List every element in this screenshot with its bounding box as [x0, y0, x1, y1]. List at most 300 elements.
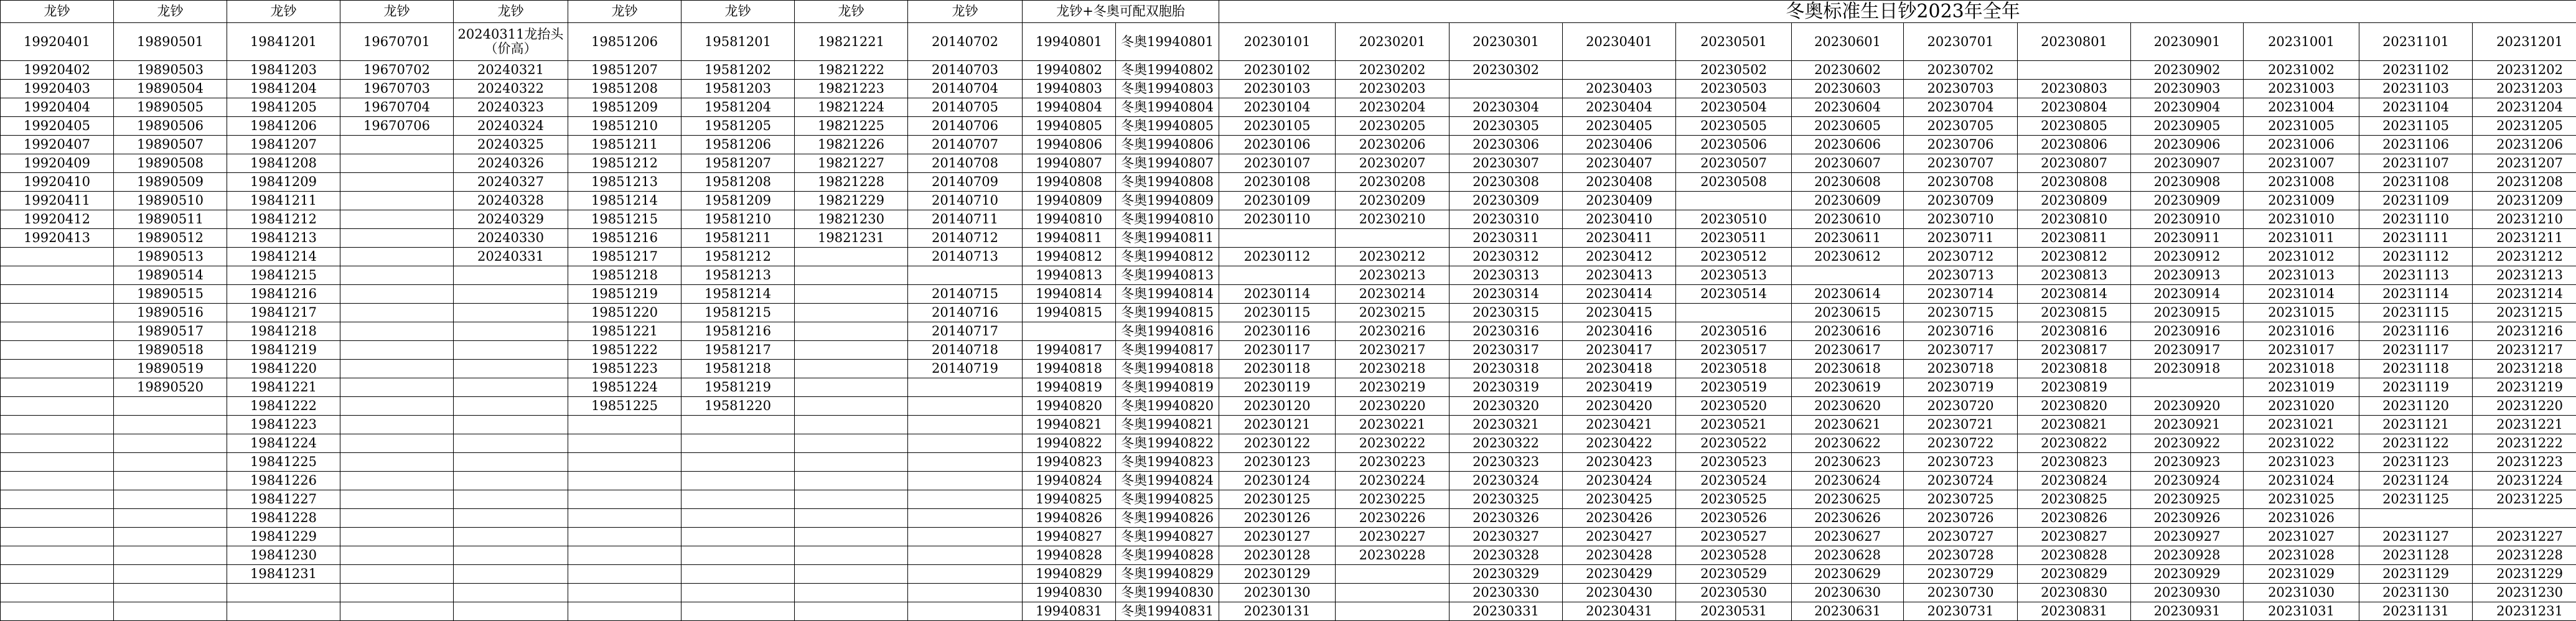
table-cell[interactable]: 20230807	[2018, 154, 2131, 173]
table-cell[interactable]: 冬奥19940816	[1116, 322, 1219, 341]
table-cell[interactable]: 20230319	[1450, 378, 1563, 397]
table-cell[interactable]: 19581214	[681, 285, 795, 304]
table-cell[interactable]: 20230723	[1904, 453, 2018, 472]
table-cell[interactable]	[454, 397, 568, 416]
table-cell[interactable]: 20230730	[1904, 584, 2018, 602]
table-cell[interactable]: 19890518	[114, 341, 227, 360]
table-cell[interactable]: 20230321	[1450, 416, 1563, 434]
table-cell[interactable]: 20230105	[1219, 117, 1336, 136]
table-cell[interactable]	[795, 322, 908, 341]
table-cell[interactable]: 20240321	[454, 61, 568, 80]
table-cell[interactable]: 20230831	[2018, 602, 2131, 621]
table-cell[interactable]	[340, 341, 454, 360]
table-cell[interactable]: 20230426	[1563, 509, 1676, 528]
table-cell[interactable]: 19920403	[1, 80, 114, 98]
table-cell[interactable]: 19841213	[227, 229, 340, 248]
table-cell[interactable]: 20231011	[2244, 229, 2359, 248]
table-cell[interactable]: 20230109	[1219, 192, 1336, 210]
table-cell[interactable]: 20230212	[1336, 248, 1450, 266]
table-cell[interactable]	[114, 528, 227, 546]
table-cell[interactable]	[1, 509, 114, 528]
table-cell[interactable]: 19851220	[568, 304, 681, 322]
table-cell[interactable]: 20230314	[1450, 285, 1563, 304]
table-cell[interactable]: 20230606	[1792, 136, 1904, 154]
table-cell[interactable]: 20231026	[2244, 509, 2359, 528]
table-cell[interactable]: 20140719	[908, 360, 1023, 378]
table-cell[interactable]: 20230417	[1563, 341, 1676, 360]
table-cell[interactable]	[340, 304, 454, 322]
table-cell[interactable]: 20230203	[1336, 80, 1450, 98]
table-cell[interactable]	[681, 434, 795, 453]
table-cell[interactable]: 19940826	[1023, 509, 1116, 528]
table-cell[interactable]: 20230416	[1563, 322, 1676, 341]
table-cell[interactable]: 20231116	[2359, 322, 2473, 341]
table-cell[interactable]	[1, 248, 114, 266]
table-cell[interactable]: 20230830	[2018, 584, 2131, 602]
table-cell[interactable]: 20231202	[2473, 61, 2576, 80]
table-cell[interactable]	[568, 490, 681, 509]
table-cell[interactable]: 19851221	[568, 322, 681, 341]
table-cell[interactable]: 20230304	[1450, 98, 1563, 117]
table-cell[interactable]: 20230810	[2018, 210, 2131, 229]
table-cell[interactable]: 19670704	[340, 98, 454, 117]
table-cell[interactable]: 冬奥19940819	[1116, 378, 1219, 397]
table-cell[interactable]: 19890520	[114, 378, 227, 397]
table-cell[interactable]: 20140712	[908, 229, 1023, 248]
table-cell[interactable]: 20231131	[2359, 602, 2473, 621]
table-cell[interactable]: 20230604	[1792, 98, 1904, 117]
table-cell[interactable]: 19581208	[681, 173, 795, 192]
table-cell[interactable]: 20230220	[1336, 397, 1450, 416]
table-cell[interactable]: 20231230	[2473, 584, 2576, 602]
table-cell[interactable]	[340, 397, 454, 416]
table-cell[interactable]: 20230611	[1792, 229, 1904, 248]
table-cell[interactable]	[795, 378, 908, 397]
table-cell[interactable]: 20230218	[1336, 360, 1450, 378]
table-cell[interactable]: 19841209	[227, 173, 340, 192]
table-cell[interactable]: 20230906	[2131, 136, 2244, 154]
table-cell[interactable]	[1, 285, 114, 304]
table-cell[interactable]: 20230815	[2018, 304, 2131, 322]
table-cell[interactable]: 20230605	[1792, 117, 1904, 136]
table-cell[interactable]: 冬奥19940829	[1116, 565, 1219, 584]
table-cell[interactable]: 20230120	[1219, 397, 1336, 416]
table-cell[interactable]: 19920411	[1, 192, 114, 210]
table-cell[interactable]: 20231213	[2473, 266, 2576, 285]
table-cell[interactable]	[795, 602, 908, 621]
table-cell[interactable]: 20231231	[2473, 602, 2576, 621]
table-cell[interactable]: 20230916	[2131, 322, 2244, 341]
table-cell[interactable]	[1336, 229, 1450, 248]
table-cell[interactable]	[340, 509, 454, 528]
table-cell[interactable]	[454, 416, 568, 434]
table-cell[interactable]: 19851216	[568, 229, 681, 248]
table-cell[interactable]: 20231210	[2473, 210, 2576, 229]
table-cell[interactable]: 19851208	[568, 80, 681, 98]
table-cell[interactable]: 20230806	[2018, 136, 2131, 154]
table-cell[interactable]: 20230429	[1563, 565, 1676, 584]
table-cell[interactable]: 19841220	[227, 360, 340, 378]
table-cell[interactable]: 19851212	[568, 154, 681, 173]
table-cell[interactable]: 20230526	[1676, 509, 1792, 528]
table-cell[interactable]: 20240326	[454, 154, 568, 173]
table-cell[interactable]	[1676, 192, 1792, 210]
table-cell[interactable]: 20230701	[1904, 23, 2018, 61]
table-cell[interactable]: 20230328	[1450, 546, 1563, 565]
table-cell[interactable]: 20230128	[1219, 546, 1336, 565]
table-cell[interactable]: 20230420	[1563, 397, 1676, 416]
table-cell[interactable]	[340, 416, 454, 434]
table-cell[interactable]: 20231108	[2359, 173, 2473, 192]
table-cell[interactable]	[1, 546, 114, 565]
table-cell[interactable]: 20231129	[2359, 565, 2473, 584]
table-cell[interactable]: 19940829	[1023, 565, 1116, 584]
table-cell[interactable]: 20230404	[1563, 98, 1676, 117]
table-cell[interactable]	[908, 509, 1023, 528]
header-cell[interactable]: 龙钞	[340, 1, 454, 23]
table-cell[interactable]: 20230225	[1336, 490, 1450, 509]
table-cell[interactable]	[908, 434, 1023, 453]
table-cell[interactable]: 19940825	[1023, 490, 1116, 509]
table-cell[interactable]: 20230511	[1676, 229, 1792, 248]
table-cell[interactable]: 20230226	[1336, 509, 1450, 528]
table-cell[interactable]: 20230623	[1792, 453, 1904, 472]
table-cell[interactable]: 19581211	[681, 229, 795, 248]
table-cell[interactable]: 20230322	[1450, 434, 1563, 453]
table-cell[interactable]: 冬奥19940815	[1116, 304, 1219, 322]
table-cell[interactable]	[908, 266, 1023, 285]
table-cell[interactable]	[340, 472, 454, 490]
table-cell[interactable]: 20230705	[1904, 117, 2018, 136]
table-cell[interactable]: 20230913	[2131, 266, 2244, 285]
table-cell[interactable]: 20240329	[454, 210, 568, 229]
table-cell[interactable]	[340, 229, 454, 248]
table-cell[interactable]	[908, 472, 1023, 490]
table-cell[interactable]: 20230423	[1563, 453, 1676, 472]
table-cell[interactable]: 20230607	[1792, 154, 1904, 173]
table-cell[interactable]	[681, 453, 795, 472]
table-cell[interactable]: 19851206	[568, 23, 681, 61]
table-cell[interactable]: 19940807	[1023, 154, 1116, 173]
table-cell[interactable]: 20231005	[2244, 117, 2359, 136]
table-cell[interactable]: 20230812	[2018, 248, 2131, 266]
table-cell[interactable]: 19940810	[1023, 210, 1116, 229]
table-cell[interactable]	[568, 565, 681, 584]
table-cell[interactable]: 19581216	[681, 322, 795, 341]
table-cell[interactable]: 20230414	[1563, 285, 1676, 304]
table-cell[interactable]	[454, 472, 568, 490]
table-cell[interactable]: 20230624	[1792, 472, 1904, 490]
table-cell[interactable]: 20230703	[1904, 80, 2018, 98]
table-cell[interactable]	[795, 490, 908, 509]
table-cell[interactable]: 20230302	[1450, 61, 1563, 80]
table-cell[interactable]: 20230317	[1450, 341, 1563, 360]
table-cell[interactable]: 20231118	[2359, 360, 2473, 378]
table-cell[interactable]: 20230931	[2131, 602, 2244, 621]
table-cell[interactable]: 20230922	[2131, 434, 2244, 453]
table-cell[interactable]	[795, 584, 908, 602]
table-cell[interactable]: 19841230	[227, 546, 340, 565]
table-cell[interactable]: 20231006	[2244, 136, 2359, 154]
table-cell[interactable]: 20230530	[1676, 584, 1792, 602]
table-cell[interactable]: 20230204	[1336, 98, 1450, 117]
table-cell[interactable]: 19581220	[681, 397, 795, 416]
table-cell[interactable]	[795, 565, 908, 584]
table-cell[interactable]: 20230330	[1450, 584, 1563, 602]
table-cell[interactable]: 19670706	[340, 117, 454, 136]
table-cell[interactable]: 20231120	[2359, 397, 2473, 416]
table-cell[interactable]: 19851224	[568, 378, 681, 397]
table-cell[interactable]	[568, 546, 681, 565]
table-cell[interactable]: 20230713	[1904, 266, 2018, 285]
table-cell[interactable]: 20230520	[1676, 397, 1792, 416]
table-cell[interactable]	[340, 285, 454, 304]
table-cell[interactable]: 20231228	[2473, 546, 2576, 565]
table-cell[interactable]: 20231125	[2359, 490, 2473, 509]
table-cell[interactable]: 20230908	[2131, 173, 2244, 192]
table-cell[interactable]: 20230213	[1336, 266, 1450, 285]
table-cell[interactable]: 20140704	[908, 80, 1023, 98]
table-cell[interactable]: 20231107	[2359, 154, 2473, 173]
table-cell[interactable]	[1, 565, 114, 584]
table-cell[interactable]: 20231007	[2244, 154, 2359, 173]
table-cell[interactable]: 20230130	[1219, 584, 1336, 602]
table-cell[interactable]: 冬奥19940806	[1116, 136, 1219, 154]
table-cell[interactable]: 20230927	[2131, 528, 2244, 546]
table-cell[interactable]: 19821221	[795, 23, 908, 61]
table-cell[interactable]: 20140706	[908, 117, 1023, 136]
table-cell[interactable]	[340, 154, 454, 173]
header-cell[interactable]: 龙钞	[795, 1, 908, 23]
table-cell[interactable]: 20230825	[2018, 490, 2131, 509]
table-cell[interactable]	[795, 341, 908, 360]
table-cell[interactable]: 冬奥19940814	[1116, 285, 1219, 304]
table-cell[interactable]: 19940827	[1023, 528, 1116, 546]
table-cell[interactable]	[340, 434, 454, 453]
table-cell[interactable]: 19940814	[1023, 285, 1116, 304]
table-cell[interactable]: 20230122	[1219, 434, 1336, 453]
table-cell[interactable]: 20230626	[1792, 509, 1904, 528]
table-cell[interactable]: 19890513	[114, 248, 227, 266]
table-cell[interactable]: 20230914	[2131, 285, 2244, 304]
table-cell[interactable]: 20230925	[2131, 490, 2244, 509]
table-cell[interactable]: 20231019	[2244, 378, 2359, 397]
table-cell[interactable]	[1, 416, 114, 434]
table-cell[interactable]: 20231023	[2244, 453, 2359, 472]
table-cell[interactable]: 20230311	[1450, 229, 1563, 248]
table-cell[interactable]: 20231114	[2359, 285, 2473, 304]
table-cell[interactable]: 20230804	[2018, 98, 2131, 117]
table-cell[interactable]: 20230326	[1450, 509, 1563, 528]
table-cell[interactable]: 19821227	[795, 154, 908, 173]
table-cell[interactable]: 20240311龙抬头（价高）	[454, 23, 568, 61]
table-cell[interactable]: 19940820	[1023, 397, 1116, 416]
table-cell[interactable]	[454, 378, 568, 397]
table-cell[interactable]: 19920404	[1, 98, 114, 117]
table-cell[interactable]: 19670703	[340, 80, 454, 98]
table-cell[interactable]	[454, 546, 568, 565]
table-cell[interactable]: 20230719	[1904, 378, 2018, 397]
table-cell[interactable]: 20230323	[1450, 453, 1563, 472]
table-cell[interactable]: 19890516	[114, 304, 227, 322]
table-cell[interactable]	[1792, 266, 1904, 285]
table-cell[interactable]: 20230822	[2018, 434, 2131, 453]
table-cell[interactable]: 19821225	[795, 117, 908, 136]
table-cell[interactable]: 19851217	[568, 248, 681, 266]
table-cell[interactable]: 20230718	[1904, 360, 2018, 378]
table-cell[interactable]: 20231127	[2359, 528, 2473, 546]
table-cell[interactable]: 冬奥19940828	[1116, 546, 1219, 565]
table-cell[interactable]: 19841203	[227, 61, 340, 80]
table-cell[interactable]: 20230721	[1904, 416, 2018, 434]
table-cell[interactable]: 19841212	[227, 210, 340, 229]
table-cell[interactable]	[114, 565, 227, 584]
table-cell[interactable]: 20230801	[2018, 23, 2131, 61]
table-cell[interactable]	[1563, 61, 1676, 80]
table-cell[interactable]: 20231115	[2359, 304, 2473, 322]
table-cell[interactable]: 20231229	[2473, 565, 2576, 584]
table-cell[interactable]: 20230603	[1792, 80, 1904, 98]
table-cell[interactable]: 19940801	[1023, 23, 1116, 61]
table-cell[interactable]: 20231025	[2244, 490, 2359, 509]
table-cell[interactable]	[568, 416, 681, 434]
table-cell[interactable]: 20230309	[1450, 192, 1563, 210]
table-cell[interactable]: 20230427	[1563, 528, 1676, 546]
table-cell[interactable]: 20230513	[1676, 266, 1792, 285]
table-cell[interactable]: 19821230	[795, 210, 908, 229]
table-cell[interactable]: 20230407	[1563, 154, 1676, 173]
table-cell[interactable]: 20231211	[2473, 229, 2576, 248]
table-cell[interactable]: 20230915	[2131, 304, 2244, 322]
table-cell[interactable]: 20230529	[1676, 565, 1792, 584]
table-cell[interactable]: 20230403	[1563, 80, 1676, 98]
table-cell[interactable]	[795, 397, 908, 416]
table-cell[interactable]: 20230803	[2018, 80, 2131, 98]
table-cell[interactable]: 19581203	[681, 80, 795, 98]
table-cell[interactable]: 冬奥19940820	[1116, 397, 1219, 416]
header-cell[interactable]: 龙钞	[908, 1, 1023, 23]
table-cell[interactable]: 19940809	[1023, 192, 1116, 210]
table-cell[interactable]: 20230621	[1792, 416, 1904, 434]
table-cell[interactable]: 20230514	[1676, 285, 1792, 304]
table-cell[interactable]: 20230131	[1219, 602, 1336, 621]
table-cell[interactable]: 20140709	[908, 173, 1023, 192]
table-cell[interactable]: 20230708	[1904, 173, 2018, 192]
table-cell[interactable]	[114, 453, 227, 472]
table-cell[interactable]: 20230108	[1219, 173, 1336, 192]
table-cell[interactable]: 20230731	[1904, 602, 2018, 621]
table-cell[interactable]: 20231022	[2244, 434, 2359, 453]
table-cell[interactable]	[454, 341, 568, 360]
table-cell[interactable]: 19821226	[795, 136, 908, 154]
table-cell[interactable]: 20230412	[1563, 248, 1676, 266]
table-cell[interactable]	[2359, 509, 2473, 528]
table-cell[interactable]: 20230609	[1792, 192, 1904, 210]
table-cell[interactable]: 20230926	[2131, 509, 2244, 528]
table-cell[interactable]: 20230712	[1904, 248, 2018, 266]
table-cell[interactable]: 20231012	[2244, 248, 2359, 266]
table-cell[interactable]: 20230205	[1336, 117, 1450, 136]
table-cell[interactable]: 冬奥19940821	[1116, 416, 1219, 434]
table-cell[interactable]: 20230612	[1792, 248, 1904, 266]
table-cell[interactable]: 20230628	[1792, 546, 1904, 565]
table-cell[interactable]: 20230430	[1563, 584, 1676, 602]
table-cell[interactable]	[340, 173, 454, 192]
table-cell[interactable]	[1336, 565, 1450, 584]
table-cell[interactable]: 20231225	[2473, 490, 2576, 509]
table-cell[interactable]: 20230518	[1676, 360, 1792, 378]
table-cell[interactable]: 19940815	[1023, 304, 1116, 322]
table-cell[interactable]	[1336, 602, 1450, 621]
table-cell[interactable]	[681, 528, 795, 546]
table-cell[interactable]: 20231111	[2359, 229, 2473, 248]
table-cell[interactable]: 20230711	[1904, 229, 2018, 248]
table-cell[interactable]	[454, 360, 568, 378]
table-cell[interactable]: 20140718	[908, 341, 1023, 360]
table-cell[interactable]	[681, 472, 795, 490]
table-cell[interactable]: 20230224	[1336, 472, 1450, 490]
table-cell[interactable]: 冬奥19940827	[1116, 528, 1219, 546]
table-cell[interactable]: 19890510	[114, 192, 227, 210]
table-cell[interactable]	[568, 453, 681, 472]
table-cell[interactable]: 20140702	[908, 23, 1023, 61]
table-cell[interactable]: 19890506	[114, 117, 227, 136]
table-cell[interactable]	[568, 434, 681, 453]
table-cell[interactable]: 20230904	[2131, 98, 2244, 117]
table-cell[interactable]: 20230921	[2131, 416, 2244, 434]
table-cell[interactable]: 20231209	[2473, 192, 2576, 210]
table-cell[interactable]: 19940813	[1023, 266, 1116, 285]
table-cell[interactable]: 20230308	[1450, 173, 1563, 192]
table-cell[interactable]: 20230312	[1450, 248, 1563, 266]
table-cell[interactable]	[2473, 509, 2576, 528]
table-cell[interactable]: 20231031	[2244, 602, 2359, 621]
table-cell[interactable]: 20140711	[908, 210, 1023, 229]
table-cell[interactable]: 20231119	[2359, 378, 2473, 397]
table-cell[interactable]: 20230208	[1336, 173, 1450, 192]
table-cell[interactable]: 19890508	[114, 154, 227, 173]
table-cell[interactable]: 20230826	[2018, 509, 2131, 528]
table-cell[interactable]	[1, 360, 114, 378]
table-cell[interactable]: 20240327	[454, 173, 568, 192]
table-cell[interactable]	[1219, 266, 1336, 285]
table-cell[interactable]: 20230408	[1563, 173, 1676, 192]
table-cell[interactable]: 20231128	[2359, 546, 2473, 565]
table-cell[interactable]	[340, 453, 454, 472]
table-cell[interactable]: 19851209	[568, 98, 681, 117]
table-cell[interactable]: 20230924	[2131, 472, 2244, 490]
table-cell[interactable]: 20230522	[1676, 434, 1792, 453]
table-cell[interactable]: 20230616	[1792, 322, 1904, 341]
table-cell[interactable]	[795, 304, 908, 322]
table-cell[interactable]: 20230521	[1676, 416, 1792, 434]
table-cell[interactable]	[114, 416, 227, 434]
header-cell[interactable]: 龙钞	[227, 1, 340, 23]
table-cell[interactable]: 20230905	[2131, 117, 2244, 136]
table-cell[interactable]: 20231014	[2244, 285, 2359, 304]
table-cell[interactable]: 冬奥19940809	[1116, 192, 1219, 210]
table-cell[interactable]: 20230324	[1450, 472, 1563, 490]
table-cell[interactable]: 19940818	[1023, 360, 1116, 378]
table-cell[interactable]: 20231224	[2473, 472, 2576, 490]
table-cell[interactable]: 20230508	[1676, 173, 1792, 192]
table-cell[interactable]: 19920412	[1, 210, 114, 229]
table-cell[interactable]	[114, 472, 227, 490]
table-cell[interactable]	[454, 304, 568, 322]
table-cell[interactable]: 20231206	[2473, 136, 2576, 154]
table-cell[interactable]: 19940802	[1023, 61, 1116, 80]
table-cell[interactable]: 20230808	[2018, 173, 2131, 192]
